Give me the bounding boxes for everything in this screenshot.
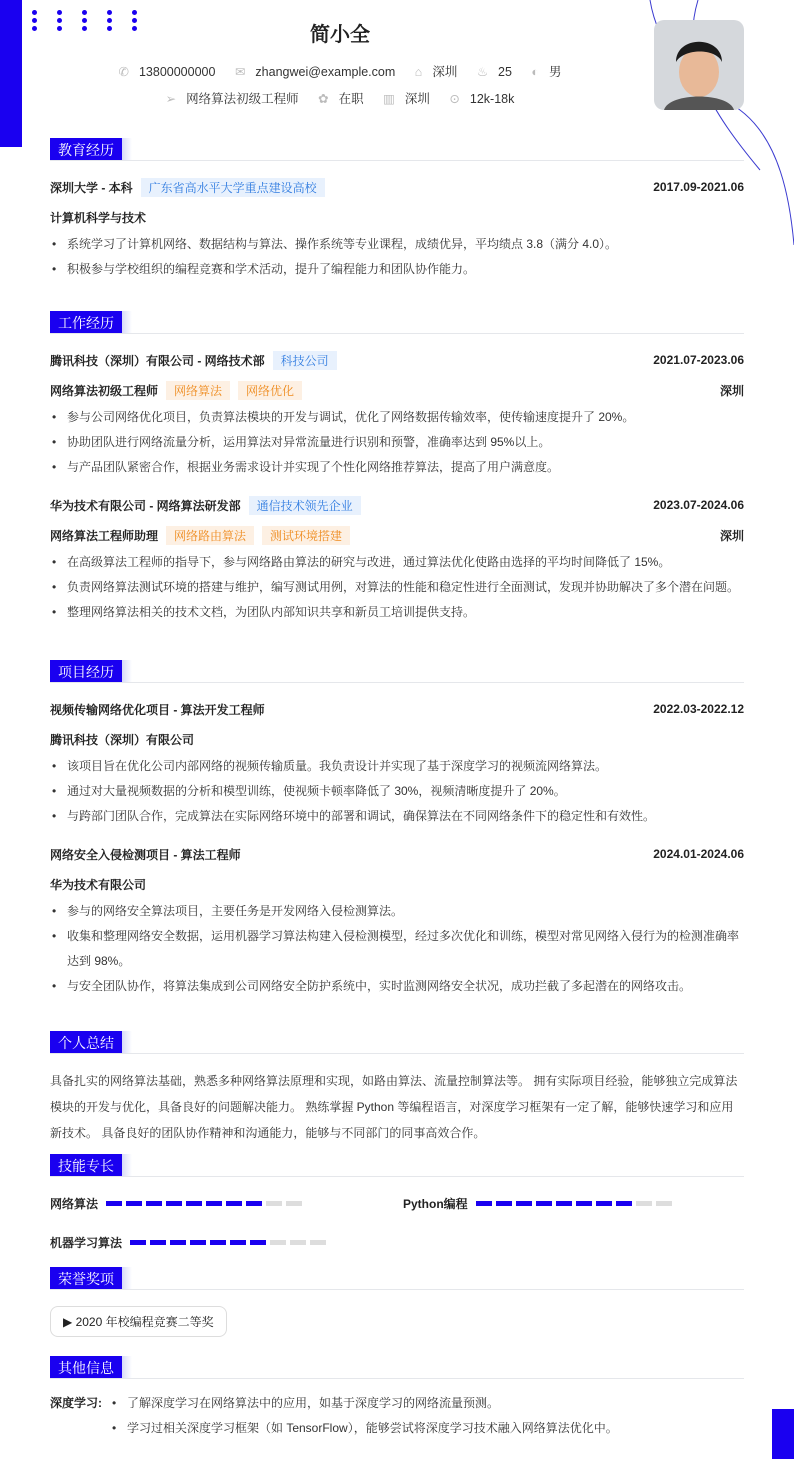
company-tag: 科技公司 [273, 351, 337, 370]
company: 华为技术有限公司 [50, 877, 147, 892]
bullet: • 系统学习了计算机网络、数据结构与算法、操作系统等专业课程，成绩优异，平均绩点 3.8（满分 4.0）。 [50, 232, 744, 257]
skill-segment [596, 1201, 612, 1206]
section-summary [50, 1031, 744, 1146]
bullet: • 负责网络算法测试环境的搭建与维护，编写测试用例，对算法的性能和稳定性进行全面测试，发现并协助解决了多个潜在问题。 [50, 575, 744, 600]
skill-segment [146, 1201, 162, 1206]
status: 在职 [338, 92, 364, 106]
skill-segment [516, 1201, 532, 1206]
skill-item [50, 1234, 403, 1251]
skill-segment [250, 1240, 266, 1245]
job-row [0, 89, 680, 107]
other-label: 深度学习: [50, 1396, 102, 1410]
skill-tag: 网络优化 [238, 381, 302, 400]
skill-tag: 测试环境搭建 [262, 526, 350, 545]
send-icon: ➢ [165, 92, 177, 106]
bullet: • 通过对大量视频数据的分析和模型训练，使视频卡顿率降低了 30%，视频清晰度提升了 20%。 [50, 779, 744, 804]
bullet: • 与安全团队协作，将算法集成到公司网络安全防护系统中，实时监测网络安全状况，成功拦截了多起潜在的网络攻击。 [50, 974, 744, 999]
skill-tag: 网络路由算法 [166, 526, 254, 545]
section-projects [50, 660, 744, 999]
bullet: • 学习过相关深度学习框架（如 TensorFlow），能够尝试将深度学习技术融入网络算法优化中。 [110, 1416, 618, 1441]
school: 深圳大学 - 本科 [50, 180, 133, 195]
phone: 13800000000 [138, 65, 216, 79]
section-title: 荣誉奖项 [50, 1267, 122, 1289]
city: 深圳 [432, 65, 458, 79]
skill-segment [536, 1201, 552, 1206]
skill-segment [246, 1201, 262, 1206]
project-entry [50, 694, 744, 829]
skill-segment [286, 1201, 302, 1206]
section-skills [50, 1154, 744, 1251]
skill-segment [656, 1201, 672, 1206]
bullet: • 参与公司网络优化项目，负责算法模块的开发与调试，优化了网络数据传输效率，使传输速度提升了 20%。 [50, 405, 744, 430]
bullet: • 了解深度学习在网络算法中的应用，如基于深度学习的网络流量预测。 [110, 1391, 618, 1416]
work-entry [50, 490, 744, 625]
salary-icon: ⊙ [449, 92, 460, 106]
company-tag: 通信技术领先企业 [249, 496, 361, 515]
skill-segment [310, 1240, 326, 1245]
award-item[interactable]: ▶ 2020 年校编程竞赛二等奖 [50, 1306, 227, 1337]
role: 网络算法初级工程师 [50, 383, 159, 398]
status-icon: ✿ [318, 92, 329, 106]
bullet: • 该项目旨在优化公司内部网络的视频传输质量。我负责设计并实现了基于深度学习的视频流网络算法。 [50, 754, 744, 779]
skill-segment [226, 1201, 242, 1206]
skill-segment [230, 1240, 246, 1245]
section-title: 工作经历 [50, 311, 122, 333]
bullet: • 与跨部门团队合作，完成算法在实际网络环境中的部署和调试，确保算法在不同网络条件下的稳定性和有效性。 [50, 804, 744, 829]
skill-segment [126, 1201, 142, 1206]
home-icon: ⌂ [414, 65, 423, 79]
salary: 12k-18k [469, 92, 515, 106]
building-icon: ▥ [383, 92, 395, 106]
skill-segment [186, 1201, 202, 1206]
age: 25 [498, 65, 512, 79]
company: 腾讯科技（深圳）有限公司 [50, 732, 195, 747]
section-title: 个人总结 [50, 1031, 122, 1053]
work-city: 深圳 [404, 92, 430, 106]
city: 深圳 [719, 383, 744, 398]
skill-segment [130, 1240, 146, 1245]
gender-icon: ◐ [531, 65, 539, 79]
section-education [50, 138, 744, 282]
bullet: • 协助团队进行网络流量分析，运用算法对异常流量进行识别和预警，准确率达到 95%以上。 [50, 430, 744, 455]
bullet: • 整理网络算法相关的技术文档，为团队内部知识共享和新员工培训提供支持。 [50, 600, 744, 625]
school-tag: 广东省高水平大学重点建设高校 [141, 178, 325, 197]
date: 2021.07-2023.06 [653, 353, 744, 367]
skill-item [50, 1195, 403, 1212]
position: 网络算法初级工程师 [186, 92, 299, 106]
bullet: • 收集和整理网络安全数据，运用机器学习算法构建入侵检测模型，经过多次优化和训练，模型对常见网络入侵行为的检测准确率达到 98%。 [50, 924, 744, 974]
contact-row [0, 62, 680, 80]
project-title: 视频传输网络优化项目 - 算法开发工程师 [50, 702, 265, 717]
cake-icon: ♨ [476, 65, 489, 79]
skill-segment [190, 1240, 206, 1245]
skill-segment [106, 1201, 122, 1206]
date: 2017.09-2021.06 [653, 180, 744, 194]
major: 计算机科学与技术 [50, 210, 147, 225]
project-entry [50, 839, 744, 999]
skill-item [403, 1195, 744, 1212]
section-work [50, 311, 744, 625]
bullet: • 积极参与学校组织的编程竞赛和学术活动，提升了编程能力和团队协作能力。 [50, 257, 744, 282]
skill-name: 机器学习算法 [50, 1236, 123, 1250]
skill-level-bar [106, 1201, 302, 1206]
skill-tag: 网络算法 [166, 381, 230, 400]
skill-segment [206, 1201, 222, 1206]
project-title: 网络安全入侵检测项目 - 算法工程师 [50, 847, 241, 862]
gender: 男 [548, 65, 562, 79]
award-text: 2020 年校编程竞赛二等奖 [75, 1315, 214, 1329]
date: 2024.01-2024.06 [653, 847, 744, 861]
section-other [50, 1356, 744, 1441]
phone-icon: ✆ [118, 65, 129, 79]
skill-segment [210, 1240, 226, 1245]
skill-segment [270, 1240, 286, 1245]
skill-name: Python编程 [403, 1197, 468, 1211]
candidate-name: 简小全 [310, 24, 370, 46]
bullet: • 在高级算法工程师的指导下，参与网络路由算法的研究与改进，通过算法优化使路由选择的平均时间降低了 15%。 [50, 550, 744, 575]
bullet: • 与产品团队紧密合作，根据业务需求设计并实现了个性化网络推荐算法，提高了用户满意度。 [50, 455, 744, 480]
skill-name: 网络算法 [50, 1197, 99, 1211]
summary-text: 具备扎实的网络算法基础，熟悉多种网络算法原理和实现，如路由算法、流量控制算法等。 拥有实际项目经验，能够独立完成算法模块的开发与优化，具备良好的问题解决能力。 熟练掌握 Python 等编程语言，对深度学习框架有一定了解，能够快速学习和应用新技术。 具备良好的团队协作精神和沟通能力，能够与不同部门的同事高效合作。 [50, 1074, 738, 1140]
city: 深圳 [719, 528, 744, 543]
skill-segment [290, 1240, 306, 1245]
section-title: 其他信息 [50, 1356, 122, 1378]
skill-segment [636, 1201, 652, 1206]
date: 2022.03-2022.12 [653, 702, 744, 716]
skill-segment [266, 1201, 282, 1206]
date: 2023.07-2024.06 [653, 498, 744, 512]
company: 腾讯科技（深圳）有限公司 - 网络技术部 [50, 353, 265, 368]
bullet: • 参与的网络安全算法项目，主要任务是开发网络入侵检测算法。 [50, 899, 744, 924]
skill-level-bar [130, 1240, 326, 1245]
skill-segment [170, 1240, 186, 1245]
skill-level-bar [476, 1201, 672, 1206]
skill-segment [576, 1201, 592, 1206]
skill-segment [150, 1240, 166, 1245]
section-title: 技能专长 [50, 1154, 122, 1176]
email: zhangwei@example.com [255, 65, 396, 79]
section-title: 项目经历 [50, 660, 122, 682]
skill-segment [476, 1201, 492, 1206]
section-title: 教育经历 [50, 138, 122, 160]
company: 华为技术有限公司 - 网络算法研发部 [50, 498, 241, 513]
role: 网络算法工程师助理 [50, 528, 159, 543]
work-entry [50, 345, 744, 480]
skill-segment [556, 1201, 572, 1206]
email-icon: ✉ [234, 65, 246, 79]
decor-bar-right [772, 1409, 794, 1459]
skill-segment [166, 1201, 182, 1206]
section-awards [50, 1267, 744, 1337]
skill-segment [496, 1201, 512, 1206]
skill-segment [616, 1201, 632, 1206]
